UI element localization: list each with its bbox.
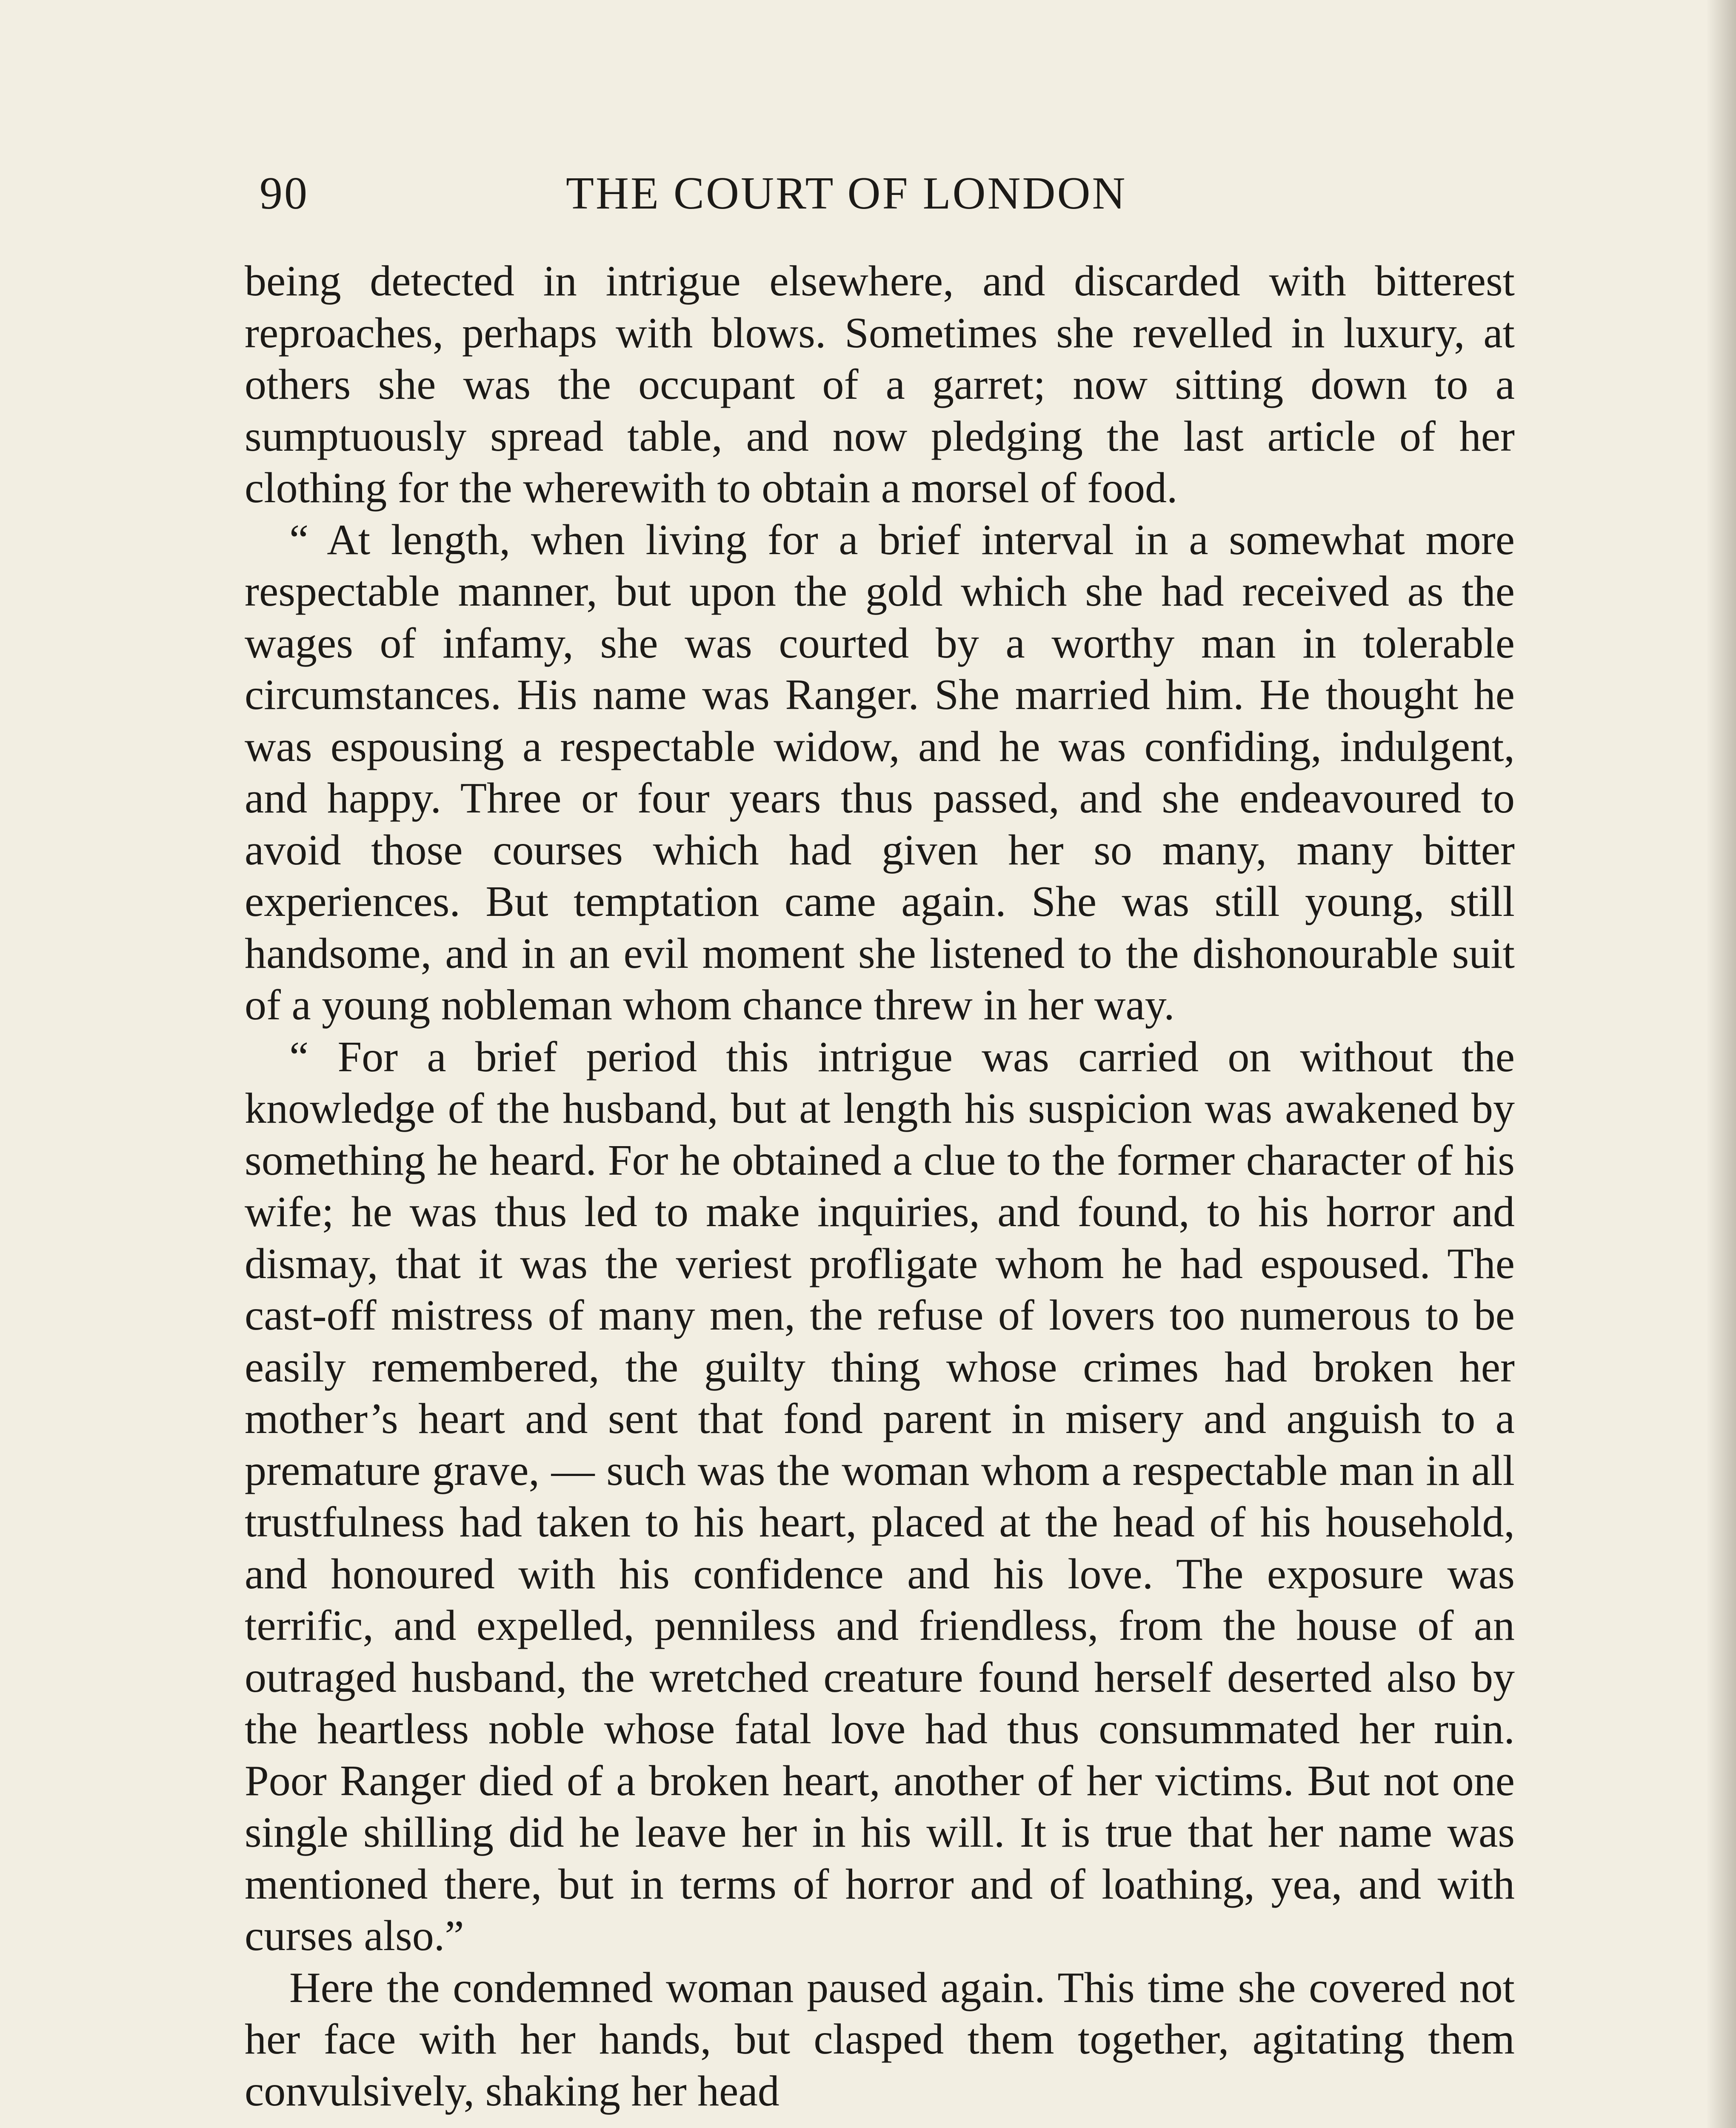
running-title: THE COURT OF LONDON: [566, 168, 1127, 219]
paragraph-continued: being detected in intrigue elsewhere, and discarded with bitterest reproaches, perhaps with blows. Sometimes she revelled in luxury, at others she was the occupant of a garret; now sitting down to a sumptuously spread table, and now pledging the last article of her clothing for the wherewith to obtain a morsel of food.: [245, 257, 1515, 512]
body-text: [245, 255, 1515, 2128]
page-edge-shadow: [1706, 0, 1736, 2128]
page-number: 90: [260, 168, 309, 219]
paragraph-quote-1: “ At length, when living for a brief interval in a somewhat more respectable manner, but upon the gold which she had received as the wages of infamy, she was courted by a worthy man in tolerable circumstances. His name was Ranger. She married him. He thought he was espousing a respectable widow, and he was confiding, indulgent, and happy. Three or four years thus passed, and she endeavoured to avoid those courses which had given her so many, many bitter experiences. But temptation came again. She was still young, still handsome, and in an evil moment she listened to the dishonourable suit of a young nobleman whom chance threw in her way.: [245, 515, 1515, 1029]
running-header: [260, 162, 1506, 226]
paragraph-narration: Here the condemned woman paused again. This time she covered not her face with her hands, but clasped them together, agitating them convulsively, shaking her head: [245, 1963, 1515, 2115]
paragraph-quote-2: “ For a brief period this intrigue was carried on without the knowledge of the husband, but at length his suspicion was awakened by something he heard. For he obtained a clue to the former character of his wife; he was thus led to make inquiries, and found, to his horror and dismay, that it was the veriest profligate whom he had espoused. The cast-off mistress of many men, the refuse of lovers too numerous to be easily remembered, the guilty thing whose crimes had broken her mother’s heart and sent that fond parent in misery and anguish to a premature grave, — such was the woman whom a respectable man in all trustfulness had taken to his heart, placed at the head of his household, and honoured with his confidence and his love. The exposure was terrific, and expelled, penniless and friendless, from the house of an outraged husband, the wretched creature found herself deserted also by the heartless noble whose fatal love had thus consummated her ruin. Poor Ranger died of a broken heart, another of her victims. But not one single shilling did he leave her in his will. It is true that her name was mentioned there, but in terms of horror and of loathing, yea, and with curses also.”: [245, 1033, 1515, 1960]
